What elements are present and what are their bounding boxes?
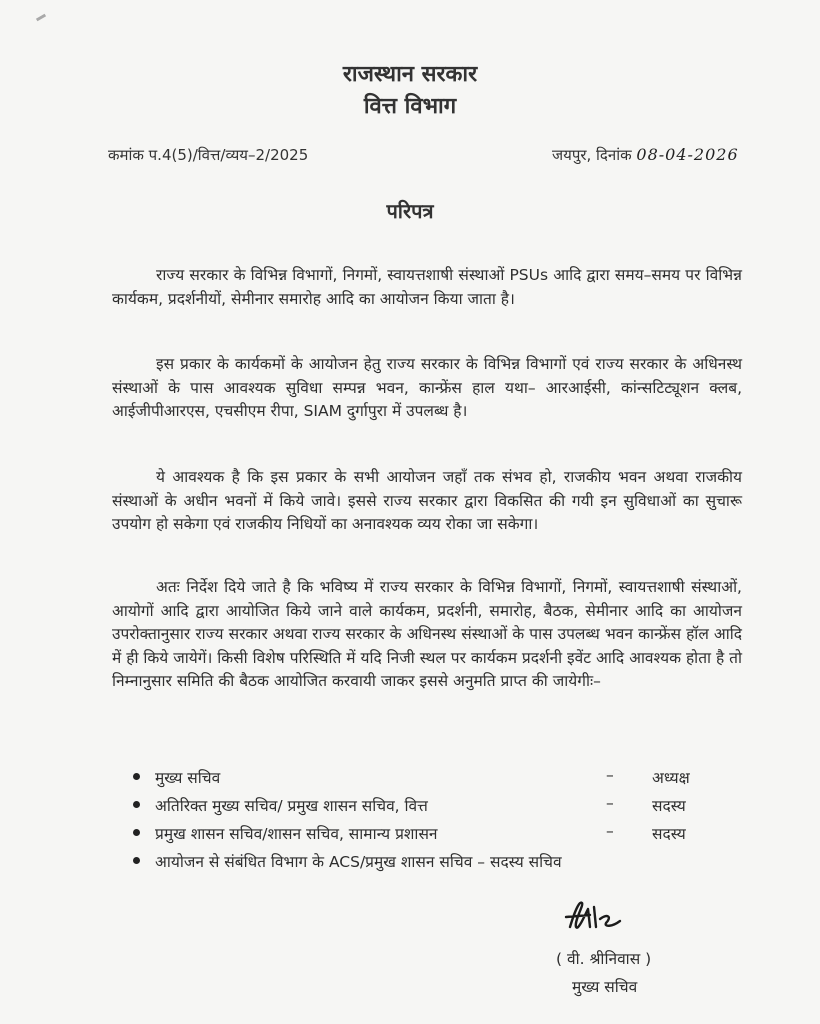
member-dash: –	[606, 822, 614, 840]
paragraph-text: राज्य सरकार के विभिन्न विभागों, निगमों, स्वायत्तशाषी संस्थाओं PSUs आदि द्वारा समय–समय पर विभिन्न कार्यकम, प्रदर्शनीयों, सेमीनार समारोह आदि का आयोजन किया जाता है।	[112, 266, 742, 308]
bullet-icon	[133, 801, 140, 808]
signatory-designation: मुख्य सचिव	[572, 978, 638, 996]
member-role: सदस्य	[652, 825, 686, 843]
document-title: परिपत्र	[386, 199, 434, 223]
member-dash: –	[606, 794, 614, 812]
bullet-icon	[133, 829, 140, 836]
committee-member	[0, 766, 820, 792]
member-name: प्रमुख शासन सचिव/शासन सचिव, सामान्य प्रशासन	[155, 825, 438, 843]
committee-member	[0, 850, 820, 876]
member-role: सदस्य	[652, 797, 686, 815]
committee-member	[0, 822, 820, 848]
paragraph-4	[112, 576, 742, 694]
place-date	[552, 145, 739, 165]
member-dash: –	[606, 766, 614, 784]
scan-speck	[36, 14, 46, 22]
place-label: जयपुर, दिनांक	[552, 146, 632, 164]
paragraph-text: ये आवश्यक है कि इस प्रकार के सभी आयोजन जहाँ तक संभव हो, राजकीय भवन अथवा राजकीय संस्थाओं के अधीन भवनों में किये जावे। इससे राज्य सरकार द्वारा विकसित की गयी इन सुविधाओं का सुचारू उपयोग हो सकेगा एवं राजकीय निधियों का अनावश्यक व्यय रोका जा सकेगा।	[112, 468, 742, 533]
reference-number: कमांक प.4(5)/वित्त/व्यय–2/2025	[108, 146, 309, 164]
signatory-name: ( वी. श्रीनिवास )	[556, 950, 652, 968]
government-heading: राजस्थान सरकार	[342, 62, 478, 87]
paragraph-text: अतः निर्देश दिये जाते है कि भविष्य में राज्य सरकार के विभिन्न विभागों, निगमों, स्वायत्तशाषी संस्थाओं, आयोगों आदि द्वारा आयोजित किये जाने वाले कार्यकम, प्रदर्शनी, समारोह, बैठक, सेमीनार आदि का आयोजन उपरोक्तानुसार राज्य सरकार अथवा राज्य सरकार के अधिनस्थ संस्थाओं के पास उपलब्ध भवन कान्फ्रेंस हॉल आदि में ही किये जायेगें। किसी विशेष परिस्थिति में यदि निजी स्थल पर कार्यकम प्रदर्शनी इवेंट आदि आवश्यक होता है तो निम्नानुसार समिति की बैठक आयोजित करवायी जाकर इससे अनुमति प्राप्त की जायेगीः–	[112, 578, 742, 690]
signature-mark	[560, 897, 650, 937]
bullet-icon	[133, 773, 140, 780]
member-name: मुख्य सचिव	[155, 769, 221, 787]
department-heading: वित्त विभाग	[363, 94, 457, 119]
paragraph-3	[112, 466, 742, 537]
member-name: अतिरिक्त मुख्य सचिव/ प्रमुख शासन सचिव, वित्त	[155, 797, 428, 815]
member-role: अध्यक्ष	[652, 769, 690, 787]
bullet-icon	[133, 857, 140, 864]
handwritten-date: 08-04-2026	[636, 145, 739, 164]
paragraph-1	[112, 264, 742, 311]
paragraph-2	[112, 353, 742, 424]
committee-member	[0, 794, 820, 820]
paragraph-text: इस प्रकार के कार्यकमों के आयोजन हेतु राज्य सरकार के विभिन्न विभागों एवं राज्य सरकार के अधिनस्थ संस्थाओं के पास आवश्यक सुविधा सम्पन्न भवन, कान्फ्रेंस हाल यथा– आरआईसी, कांन्सटिट्यूशन क्लब, आईजीपीआरएस, एचसीएम रीपा, SIAM दुर्गापुरा में उपलब्ध है।	[112, 355, 742, 420]
member-name: आयोजन से संबंधित विभाग के ACS/प्रमुख शासन सचिव – सदस्य सचिव	[155, 853, 562, 871]
